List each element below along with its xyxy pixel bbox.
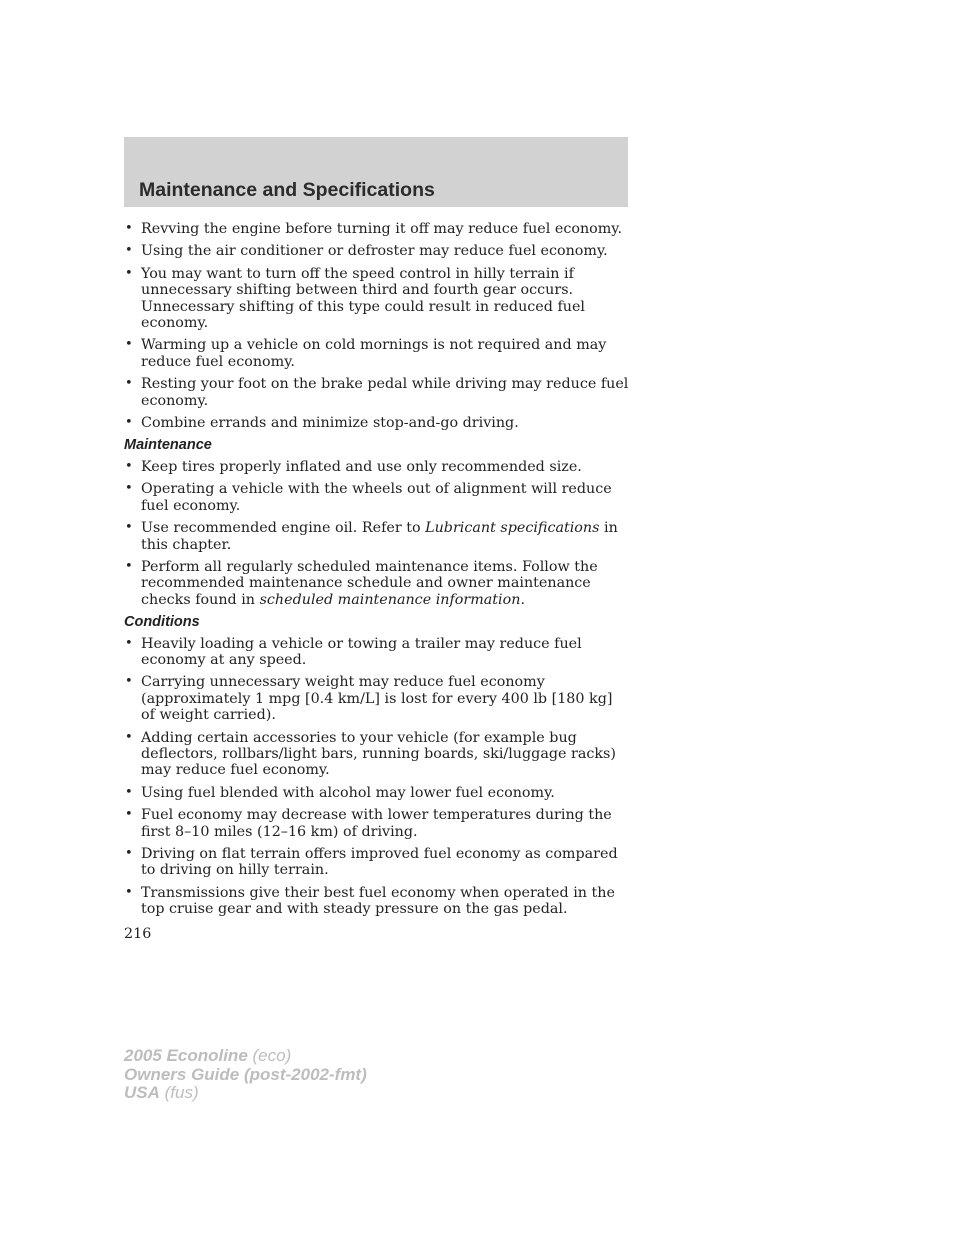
list-item: • Use recommended engine oil. Refer to Lubricant specifications in this chapter. bbox=[125, 520, 618, 553]
cross-reference: Lubricant specifications bbox=[425, 520, 600, 537]
maintenance-heading: Maintenance bbox=[124, 437, 212, 454]
intro-bullet-list bbox=[124, 221, 630, 431]
list-item: • Heavily loading a vehicle or towing a trailer may reduce fuel economy at any speed. bbox=[125, 635, 582, 668]
list-item: • Fuel economy may decrease with lower temperatures during the first 8–10 miles (12–16 km) of driving. bbox=[125, 807, 612, 840]
list-item: • Resting your foot on the brake pedal while driving may reduce fuel economy. bbox=[125, 376, 629, 409]
list-item: • Combine errands and minimize stop-and-go driving. bbox=[125, 415, 519, 432]
bullet-icon: • bbox=[125, 520, 133, 536]
list-item: • You may want to turn off the speed control in hilly terrain if unnecessary shifting between third and fourth gear occurs. Unnecessary shifting of this type could result in reduced fuel economy. bbox=[125, 265, 585, 332]
bullet-icon: • bbox=[125, 846, 133, 861]
section-header-band bbox=[124, 137, 628, 207]
list-item: • Keep tires properly inflated and use only recommended size. bbox=[125, 458, 582, 475]
footer-line-guide: Owners Guide (post-2002-fmt) bbox=[124, 1064, 367, 1084]
list-item: • Warming up a vehicle on cold mornings is not required and may reduce fuel economy. bbox=[125, 337, 607, 370]
bullet-icon: • bbox=[125, 784, 133, 800]
page-content bbox=[124, 221, 630, 924]
bullet-icon: • bbox=[125, 376, 133, 392]
maintenance-bullet-list bbox=[124, 459, 630, 608]
cross-reference: scheduled maintenance information bbox=[259, 591, 521, 608]
list-item: • Using fuel blended with alcohol may lower fuel economy. bbox=[125, 784, 555, 801]
footer-line-model: 2005 Econoline (eco) bbox=[124, 1046, 292, 1065]
bullet-icon: • bbox=[125, 884, 133, 900]
bullet-icon: • bbox=[125, 337, 133, 353]
section-title: Maintenance and Specifications bbox=[139, 179, 435, 201]
bullet-icon: • bbox=[125, 558, 133, 574]
bullet-icon: • bbox=[125, 807, 133, 823]
conditions-heading: Conditions bbox=[124, 614, 200, 631]
bullet-icon: • bbox=[125, 635, 133, 651]
footer-line-region: USA (fus) bbox=[124, 1083, 199, 1102]
list-item: • Driving on flat terrain offers improved fuel economy as compared to driving on hilly terrain. bbox=[125, 846, 618, 879]
conditions-bullet-list bbox=[124, 636, 630, 918]
bullet-icon: • bbox=[125, 729, 133, 745]
page-number: 216 bbox=[124, 926, 152, 942]
bullet-icon: • bbox=[125, 481, 133, 497]
list-item: • Perform all regularly scheduled maintenance items. Follow the recommended maintenance schedule and owner maintenance checks found in scheduled maintenance information. bbox=[125, 558, 598, 608]
bullet-icon: • bbox=[125, 674, 133, 690]
list-item: • Operating a vehicle with the wheels out of alignment will reduce fuel economy. bbox=[125, 481, 612, 514]
bullet-icon: • bbox=[125, 265, 133, 281]
list-item: • Using the air conditioner or defroster may reduce fuel economy. bbox=[125, 243, 608, 260]
bullet-icon: • bbox=[125, 458, 133, 474]
bullet-icon: • bbox=[125, 221, 133, 236]
document-footer bbox=[124, 1047, 367, 1103]
bullet-icon: • bbox=[125, 243, 133, 259]
list-item: • Revving the engine before turning it off may reduce fuel economy. bbox=[125, 221, 623, 237]
list-item: • Transmissions give their best fuel economy when operated in the top cruise gear and with steady pressure on the gas pedal. bbox=[125, 884, 615, 918]
bullet-icon: • bbox=[125, 415, 133, 431]
list-item: • Carrying unnecessary weight may reduce fuel economy (approximately 1 mpg [0.4 km/L] is lost for every 400 lb [180 kg] of weight carried). bbox=[125, 674, 613, 724]
list-item: • Adding certain accessories to your vehicle (for example bug deflectors, rollbars/light bars, running boards, ski/luggage racks) may reduce fuel economy. bbox=[125, 729, 616, 779]
